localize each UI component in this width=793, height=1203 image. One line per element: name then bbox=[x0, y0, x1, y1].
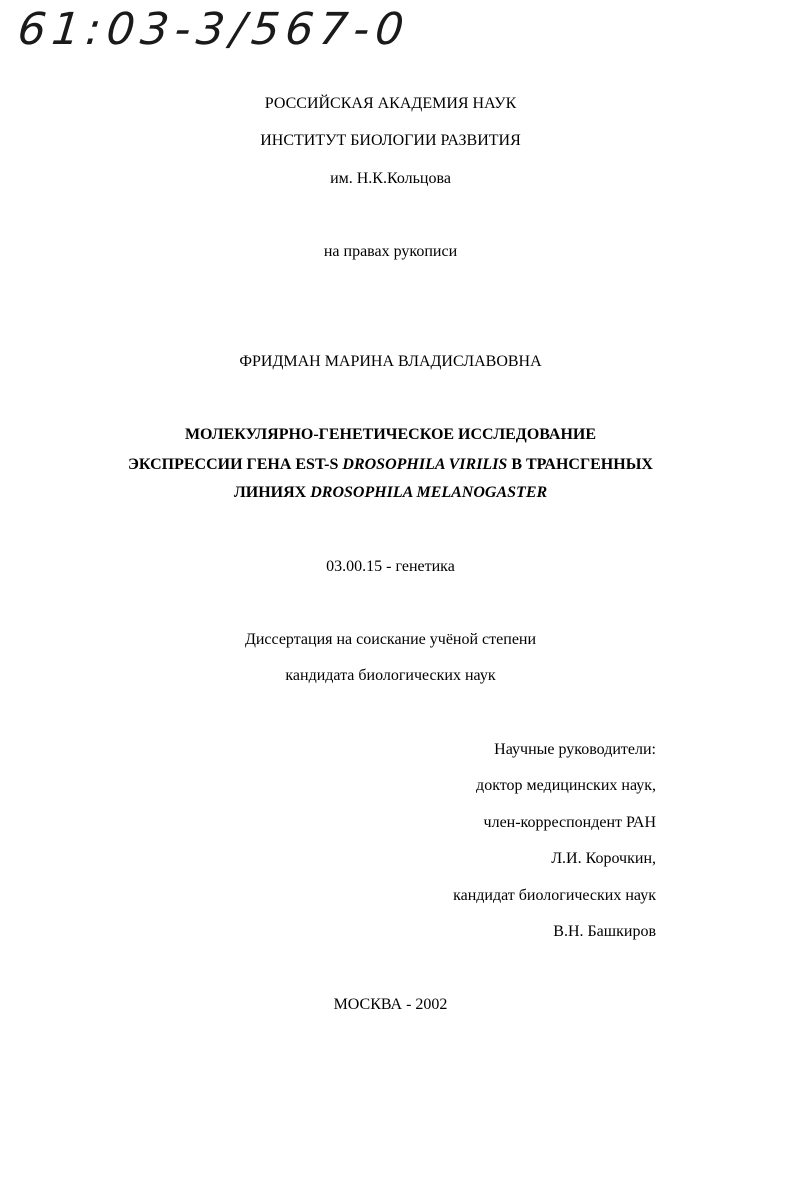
institute-named-after: им. Н.К.Кольцова bbox=[330, 170, 451, 187]
thesis-title-line-2: ЭКСПРЕССИИ ГЕНА EST-S DROSOPHILA VIRILIS В ТРАНСГЕННЫХ bbox=[128, 456, 653, 473]
supervisor-1-name: Л.И. Корочкин, bbox=[551, 850, 656, 867]
supervisor-1-title-1: доктор медицинских наук, bbox=[476, 777, 656, 794]
city-year: МОСКВА - 2002 bbox=[333, 996, 448, 1013]
degree-line-1: Диссертация на соискание учёной степени bbox=[244, 631, 537, 648]
archive-stamp: 61:03-3/567-0 bbox=[15, 4, 413, 55]
author-name: ФРИДМАН МАРИНА ВЛАДИСЛАВОВНА bbox=[239, 353, 542, 370]
degree-line-2: кандидата биологических наук bbox=[285, 667, 496, 684]
supervisor-1-title-2: член-корреспондент РАН bbox=[483, 814, 656, 831]
thesis-title-line-1: МОЛЕКУЛЯРНО-ГЕНЕТИЧЕСКОЕ ИССЛЕДОВАНИЕ bbox=[184, 426, 597, 443]
manuscript-note: на правах рукописи bbox=[323, 243, 458, 260]
supervisor-2-title: кандидат биологических наук bbox=[453, 887, 656, 904]
institute-name: ИНСТИТУТ БИОЛОГИИ РАЗВИТИЯ bbox=[260, 132, 521, 149]
specialty-code: 03.00.15 - генетика bbox=[326, 558, 455, 575]
thesis-title-line-3: ЛИНИЯХ DROSOPHILA MELANOGASTER bbox=[233, 484, 548, 501]
supervisor-2-name: В.Н. Башкиров bbox=[553, 923, 656, 940]
supervisors-heading: Научные руководители: bbox=[494, 741, 656, 758]
academy-name: РОССИЙСКАЯ АКАДЕМИЯ НАУК bbox=[264, 95, 517, 112]
